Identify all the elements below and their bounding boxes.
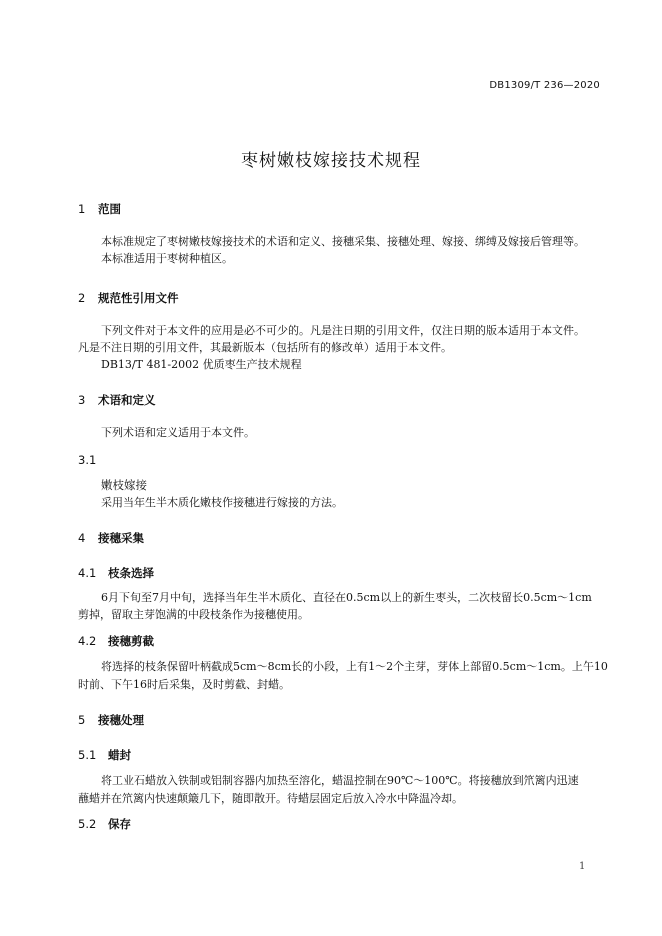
document-title: 枣树嫩枝嫁接技术规程 xyxy=(241,151,421,171)
subsection-title: 保存 xyxy=(108,817,131,831)
section-number: 2 xyxy=(78,291,86,305)
subsection-4-2-heading xyxy=(78,633,154,649)
subsection-title: 蜡封 xyxy=(108,748,131,762)
normative-reference: DB13/T 481-2002 优质枣生产技术规程 xyxy=(101,358,302,371)
section-number: 3 xyxy=(78,393,86,407)
section-title: 术语和定义 xyxy=(98,393,156,407)
document-code: DB1309/T 236—2020 xyxy=(489,80,600,91)
term-definition: 采用当年生半木质化嫩枝作接穗进行嫁接的方法。 xyxy=(101,496,343,509)
section-3-heading xyxy=(78,392,156,408)
subsection-number: 5.2 xyxy=(78,817,97,831)
subsection-4-1-line-2: 剪掉，留取主芽饱满的中段枝条作为接穗使用。 xyxy=(78,608,309,621)
subsection-4-2-line-2: 时前、下午16时后采集，及时剪截、封蜡。 xyxy=(78,678,290,691)
section-1-paragraph-1: 本标准规定了枣树嫩枝嫁接技术的术语和定义、接穗采集、接穗处理、嫁接、绑缚及嫁接后管理等。 xyxy=(101,235,585,248)
section-1-paragraph-2: 本标准适用于枣树种植区。 xyxy=(101,252,233,265)
section-number: 1 xyxy=(78,202,86,216)
section-5-heading xyxy=(78,712,144,728)
section-2-paragraph-line-2: 凡是不注日期的引用文件，其最新版本（包括所有的修改单）适用于本文件。 xyxy=(78,341,452,354)
subsection-4-1-line-1: 6月下旬至7月中旬，选择当年生半木质化、直径在0.5cm以上的新生枣头，二次枝留长0.5cm～1cm xyxy=(101,591,592,604)
section-1-heading xyxy=(78,201,121,217)
subsection-number: 4.2 xyxy=(78,634,97,648)
section-title: 规范性引用文件 xyxy=(98,291,179,305)
subsection-number: 4.1 xyxy=(78,566,97,580)
subsection-4-2-line-1: 将选择的枝条保留叶柄截成5cm～8cm长的小段，上有1～2个主芽，芽体上部留0.5cm～1cm。上午10 xyxy=(101,660,608,673)
section-2-paragraph-line-1: 下列文件对于本文件的应用是必不可少的。凡是注日期的引用文件，仅注日期的版本适用于本文件。 xyxy=(101,324,585,337)
subsection-title: 接穗剪截 xyxy=(108,634,154,648)
section-title: 范围 xyxy=(98,202,121,216)
section-3-paragraph: 下列术语和定义适用于本文件。 xyxy=(101,426,255,439)
term-name: 嫩枝嫁接 xyxy=(101,478,147,492)
section-title: 接穗处理 xyxy=(98,713,144,727)
section-number: 4 xyxy=(78,531,86,545)
subsection-title: 枝条选择 xyxy=(108,566,154,580)
subsection-number: 5.1 xyxy=(78,748,97,762)
subsection-5-1-heading xyxy=(78,747,131,763)
subsection-4-1-heading xyxy=(78,565,154,581)
section-number: 5 xyxy=(78,713,86,727)
subsection-5-1-line-2: 蘸蜡并在笊篱内快速颠簸几下，随即散开。待蜡层固定后放入冷水中降温冷却。 xyxy=(78,792,463,805)
section-title: 接穗采集 xyxy=(98,531,144,545)
subsection-5-2-heading xyxy=(78,816,131,832)
term-number: 3.1 xyxy=(78,453,97,467)
section-4-heading xyxy=(78,530,144,546)
page-number: 1 xyxy=(579,861,586,872)
subsection-5-1-line-1: 将工业石蜡放入铁制或铝制容器内加热至溶化，蜡温控制在90℃～100℃。将接穗放到笊篱内迅速 xyxy=(101,774,579,787)
section-2-heading xyxy=(78,290,179,306)
